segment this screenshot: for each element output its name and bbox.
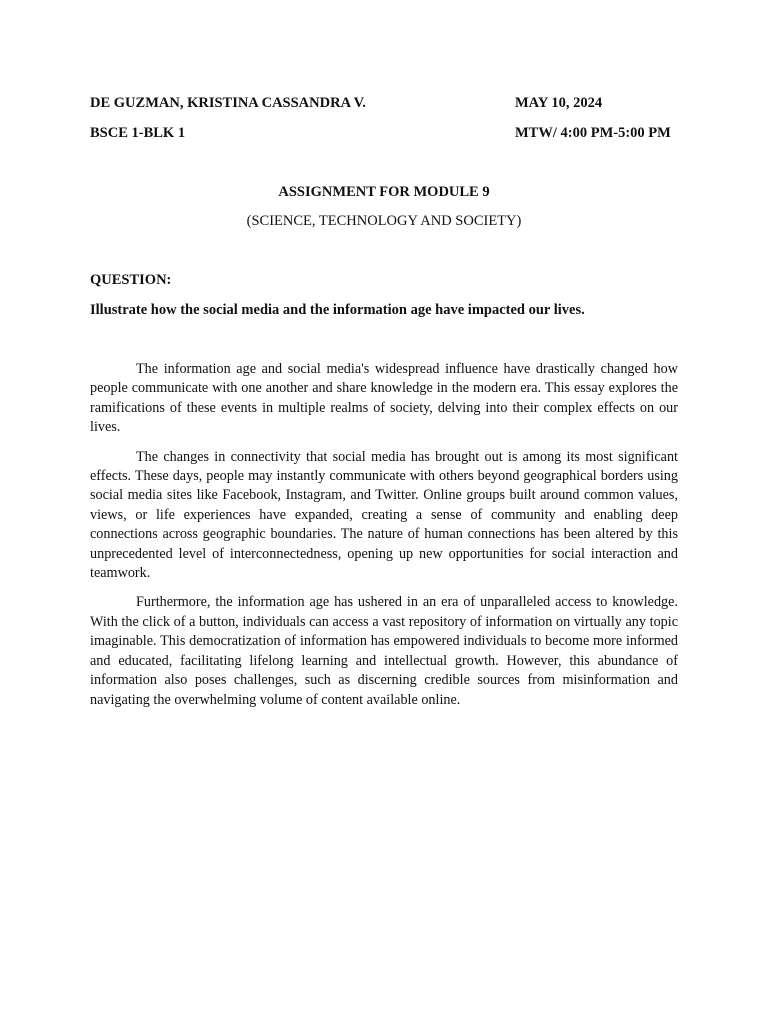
student-name: DE GUZMAN, KRISTINA CASSANDRA V. [90,95,366,111]
assignment-title: ASSIGNMENT FOR MODULE 9 [278,184,490,200]
essay-paragraph-3: Furthermore, the information age has ushered in an era of unparalleled access to knowledge. With the click of a button, individuals can access a vast repository of information on virtually any topic imaginable. This democratization of information has empowered individuals to become more informed and educated, facilitating lifelong learning and intellectual growth. However, this abundance of information also poses challenges, such as discerning credible sources from misinformation and navigating the overwhelming volume of content available online. [90,594,678,708]
assignment-subtitle: (SCIENCE, TECHNOLOGY AND SOCIETY) [246,213,522,229]
class-schedule: MTW/ 4:00 PM-5:00 PM [515,125,671,141]
essay-paragraph-2: The changes in connectivity that social media has brought out is among its most significant effects. These days, people may instantly communicate with others beyond geographical borders using social media sites like Facebook, Instagram, and Twitter. Online groups built around common values, views, or life experiences have expanded, creating a sense of community and enabling deep connections across geographic boundaries. The nature of human connections has been altered by this unprecedented level of interconnectedness, opening up new opportunities for social interaction and teamwork. [90,448,678,582]
course-section: BSCE 1-BLK 1 [90,125,186,141]
question-text: Illustrate how the social media and the information age have impacted our lives. [90,302,585,318]
question-label: QUESTION: [90,272,172,288]
essay-paragraph-1: The information age and social media's widespread influence have drastically changed how people communicate with one another and share knowledge in the modern era. This essay explores the ramifications of these events in multiple realms of society, delving into their complex effects on our lives. [90,361,678,436]
submission-date: MAY 10, 2024 [515,95,603,111]
essay-body [90,360,678,720]
